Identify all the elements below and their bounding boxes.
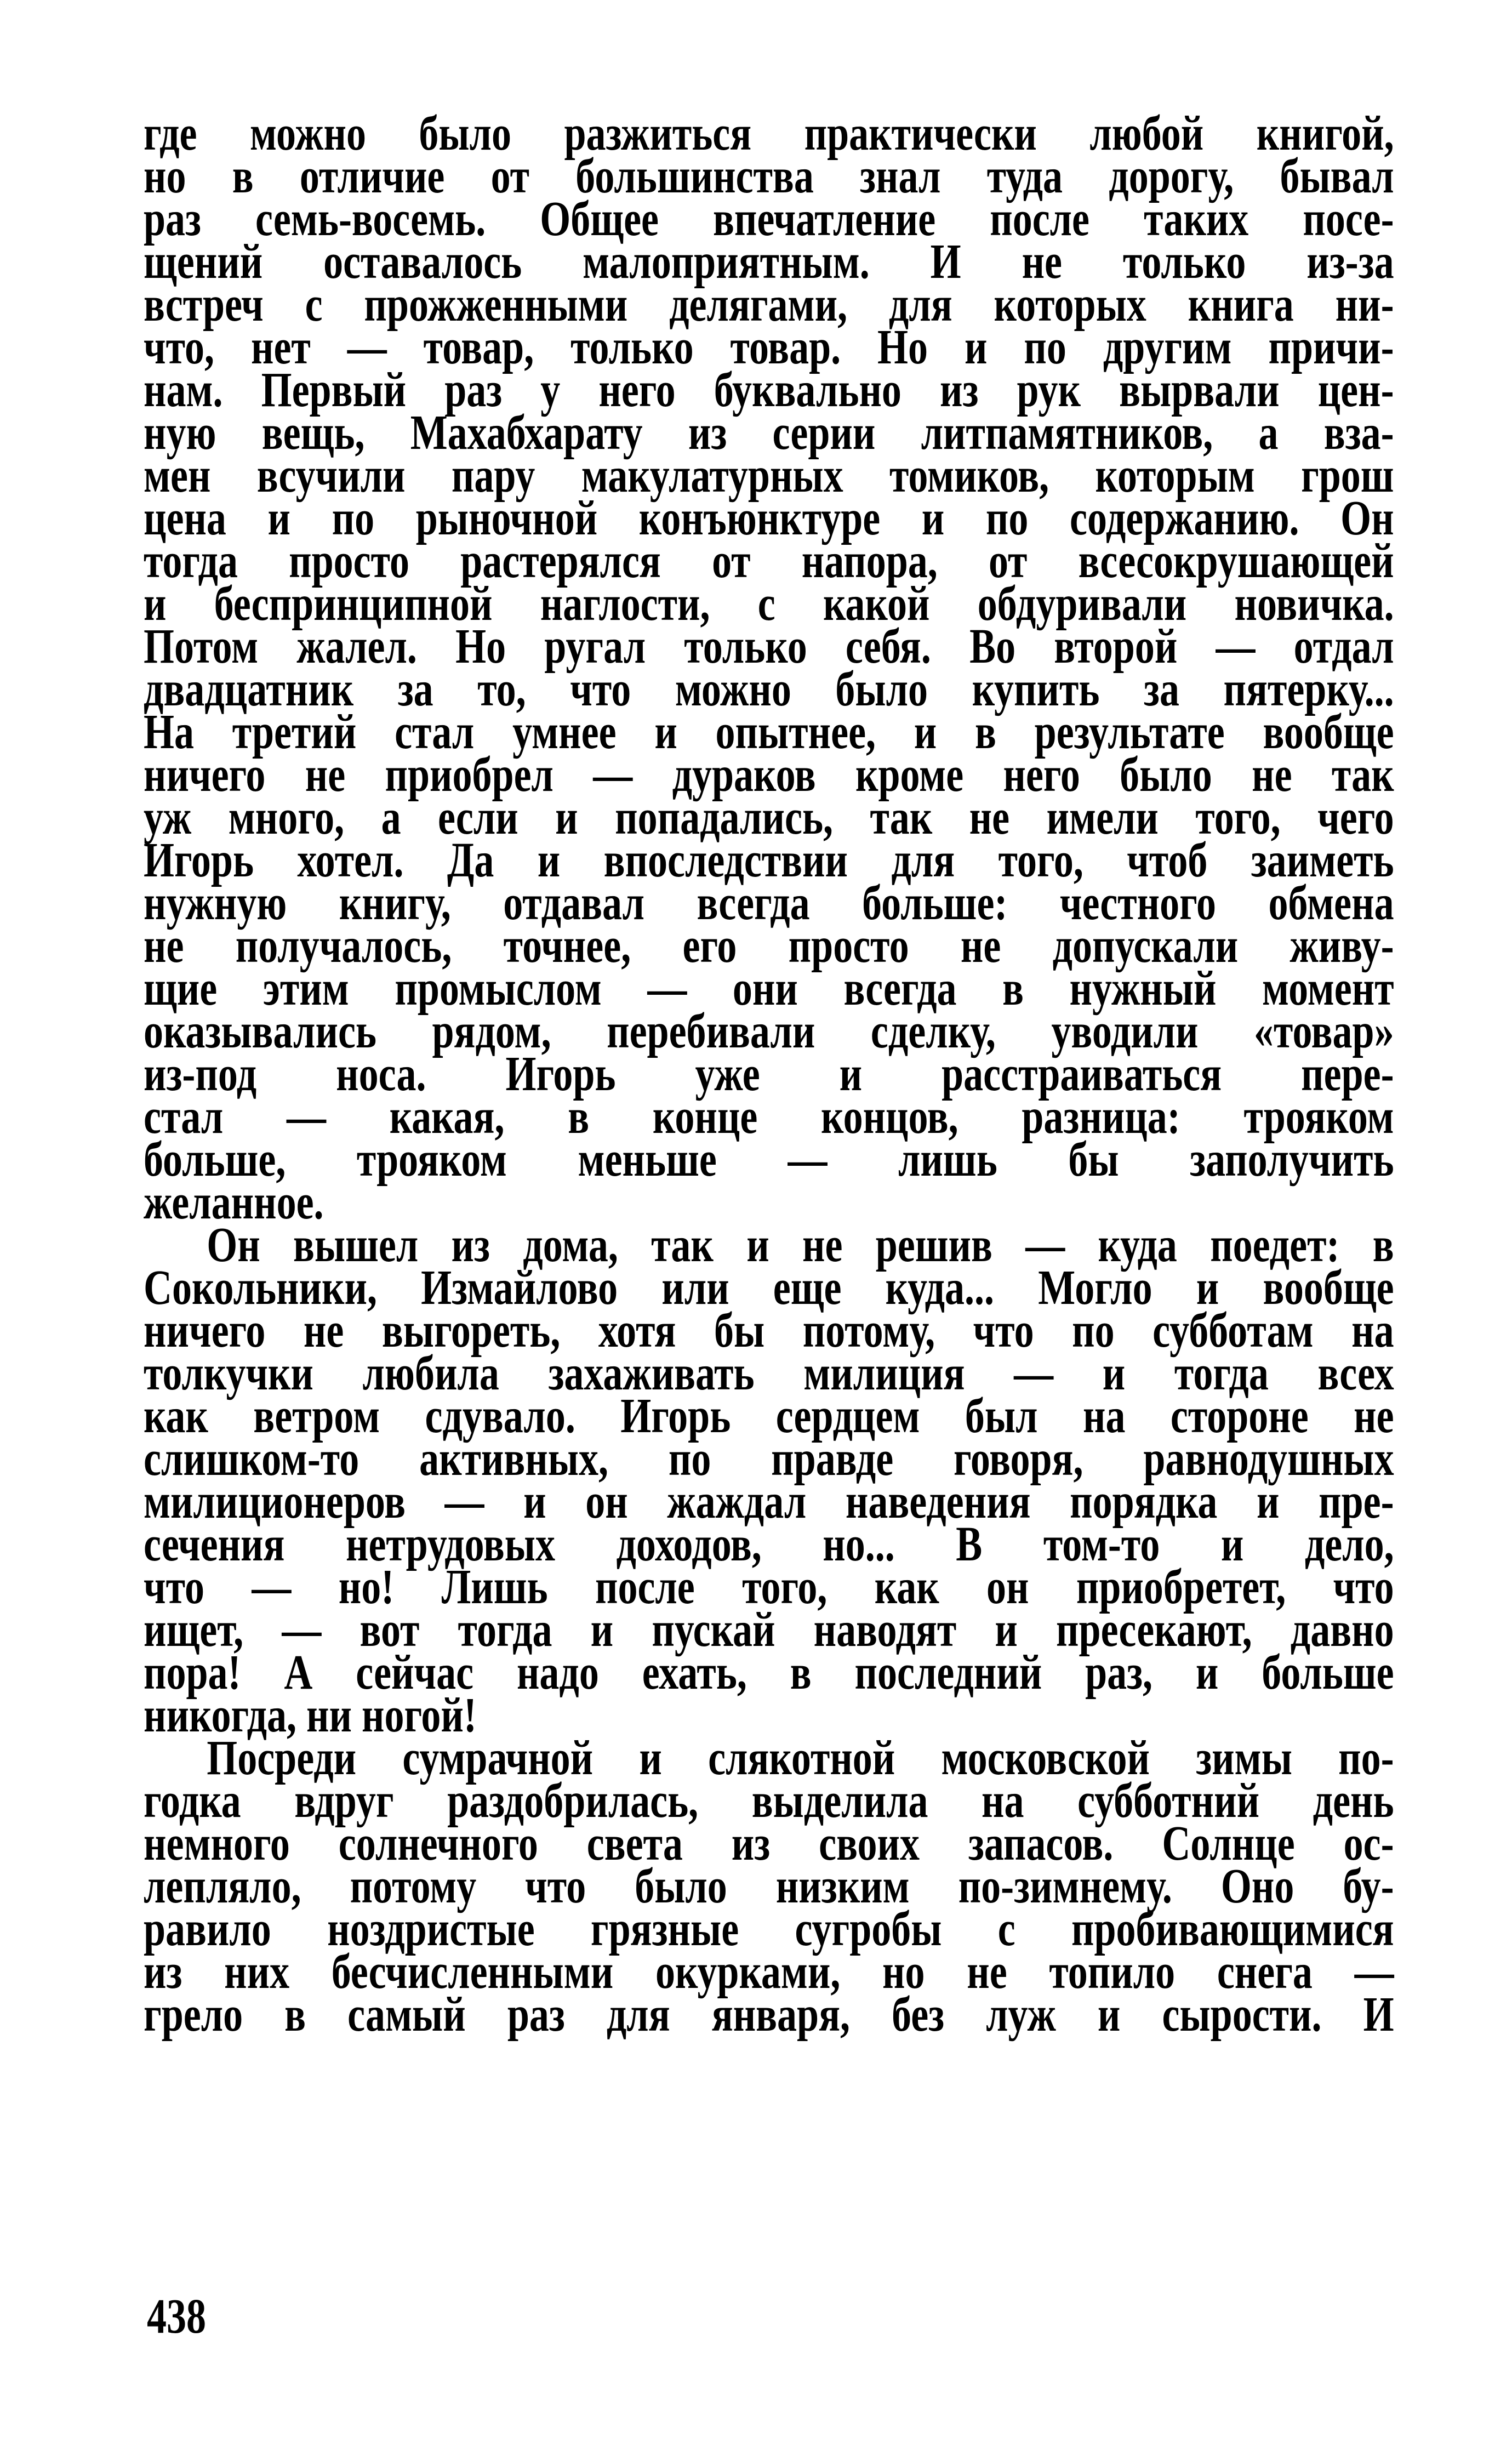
text-line: слишком-то активных, по правде говоря, равнодушных <box>144 1432 1394 1486</box>
text-line: желанное. <box>144 1175 324 1229</box>
text-line: грело в самый раз для января, без луж и сырости. И <box>144 1987 1394 2042</box>
text-line: милиционеров — и он жаждал наведения порядка и пре- <box>144 1474 1394 1529</box>
text-line: ничего не выгореть, хотя бы потому, что по субботам на <box>144 1303 1394 1358</box>
text-line: Посреди сумрачной и слякотной московской зимы по- <box>207 1731 1394 1785</box>
text-line: как ветром сдувало. Игорь сердцем был на стороне не <box>144 1389 1394 1443</box>
text-line: из них бесчисленными окурками, но не топило снега — <box>144 1945 1394 1999</box>
page-number: 438 <box>147 2289 206 2344</box>
text-line: Он вышел из дома, так и не решив — куда поедет: в <box>207 1218 1394 1272</box>
paragraph <box>144 106 1394 1229</box>
text-line: мен всучили пару макулатурных томиков, которым грош <box>144 448 1394 503</box>
text-line: что — но! Лишь после того, как он приобретет, что <box>144 1560 1394 1614</box>
paragraph <box>144 1218 1394 1742</box>
text-line: не получалось, точнее, его просто не допускали живу- <box>144 919 1394 973</box>
text-line: ную вещь, Махабхарату из серии литпамятников, а вза- <box>144 406 1394 460</box>
text-line: На третий стал умнее и опытнее, и в результате вообще <box>144 705 1394 759</box>
text-line: стал — какая, в конце концов, разница: трояком <box>144 1090 1394 1144</box>
text-line: нужную книгу, отдавал всегда больше: честного обмена <box>144 876 1394 930</box>
text-line: толкучки любила захаживать милиция — и тогда всех <box>144 1346 1394 1400</box>
text-line: уж много, а если и попадались, так не имели того, чего <box>144 790 1394 845</box>
text-line: двадцатник за то, что можно было купить за пятерку... <box>144 662 1394 716</box>
paragraph <box>144 1731 1394 2042</box>
text-line: щений оставалось малоприятным. И не только из-за <box>144 235 1394 289</box>
text-line: Игорь хотел. Да и впоследствии для того, чтоб заиметь <box>144 833 1394 887</box>
text-line: больше, трояком меньше — лишь бы заполучить <box>144 1132 1394 1187</box>
text-line: раз семь-восемь. Общее впечатление после таких посе- <box>144 192 1394 246</box>
text-line: ищет, — вот тогда и пускай наводят и пресекают, давно <box>144 1603 1394 1657</box>
text-line: годка вдруг раздобрилась, выделила на субботний день <box>144 1774 1394 1828</box>
text-line: Потом жалел. Но ругал только себя. Во второй — отдал <box>144 619 1394 674</box>
text-line: равило ноздристые грязные сугробы с пробивающимися <box>144 1902 1394 1956</box>
text-line: из-под носа. Игорь уже и расстраиваться пере- <box>144 1047 1394 1101</box>
text-line: никогда, ни ногой! <box>144 1688 477 1742</box>
text-line: что, нет — товар, только товар. Но и по другим причи- <box>144 320 1394 374</box>
text-line: цена и по рыночной конъюнктуре и по содержанию. Он <box>144 491 1394 545</box>
text-line: но в отличие от большинства знал туда дорогу, бывал <box>144 149 1394 203</box>
text-line: Сокольники, Измайлово или еще куда... Могло и вообще <box>144 1261 1394 1315</box>
text-line: где можно было разжиться практически любой книгой, <box>144 106 1394 161</box>
body-text <box>144 106 1394 2042</box>
text-line: лепляло, потому что было низким по-зимнему. Оно бу- <box>144 1859 1394 1913</box>
text-line: встреч с прожженными делягами, для которых книга ни- <box>144 277 1394 332</box>
text-line: оказывались рядом, перебивали сделку, уводили «товар» <box>144 1004 1394 1058</box>
text-line: пора! А сейчас надо ехать, в последний раз, и больше <box>144 1645 1394 1700</box>
text-line: ничего не приобрел — дураков кроме него было не так <box>144 748 1394 802</box>
text-line: и беспринципной наглости, с какой обдуривали новичка. <box>144 577 1394 631</box>
text-line: щие этим промыслом — они всегда в нужный момент <box>144 961 1394 1016</box>
text-line: сечения нетрудовых доходов, но... В том-то и дело, <box>144 1517 1394 1571</box>
text-line: нам. Первый раз у него буквально из рук вырвали цен- <box>144 363 1394 417</box>
text-line: тогда просто растерялся от напора, от всесокрушающей <box>144 534 1394 588</box>
text-line: немного солнечного света из своих запасов. Солнце ос- <box>144 1816 1394 1871</box>
